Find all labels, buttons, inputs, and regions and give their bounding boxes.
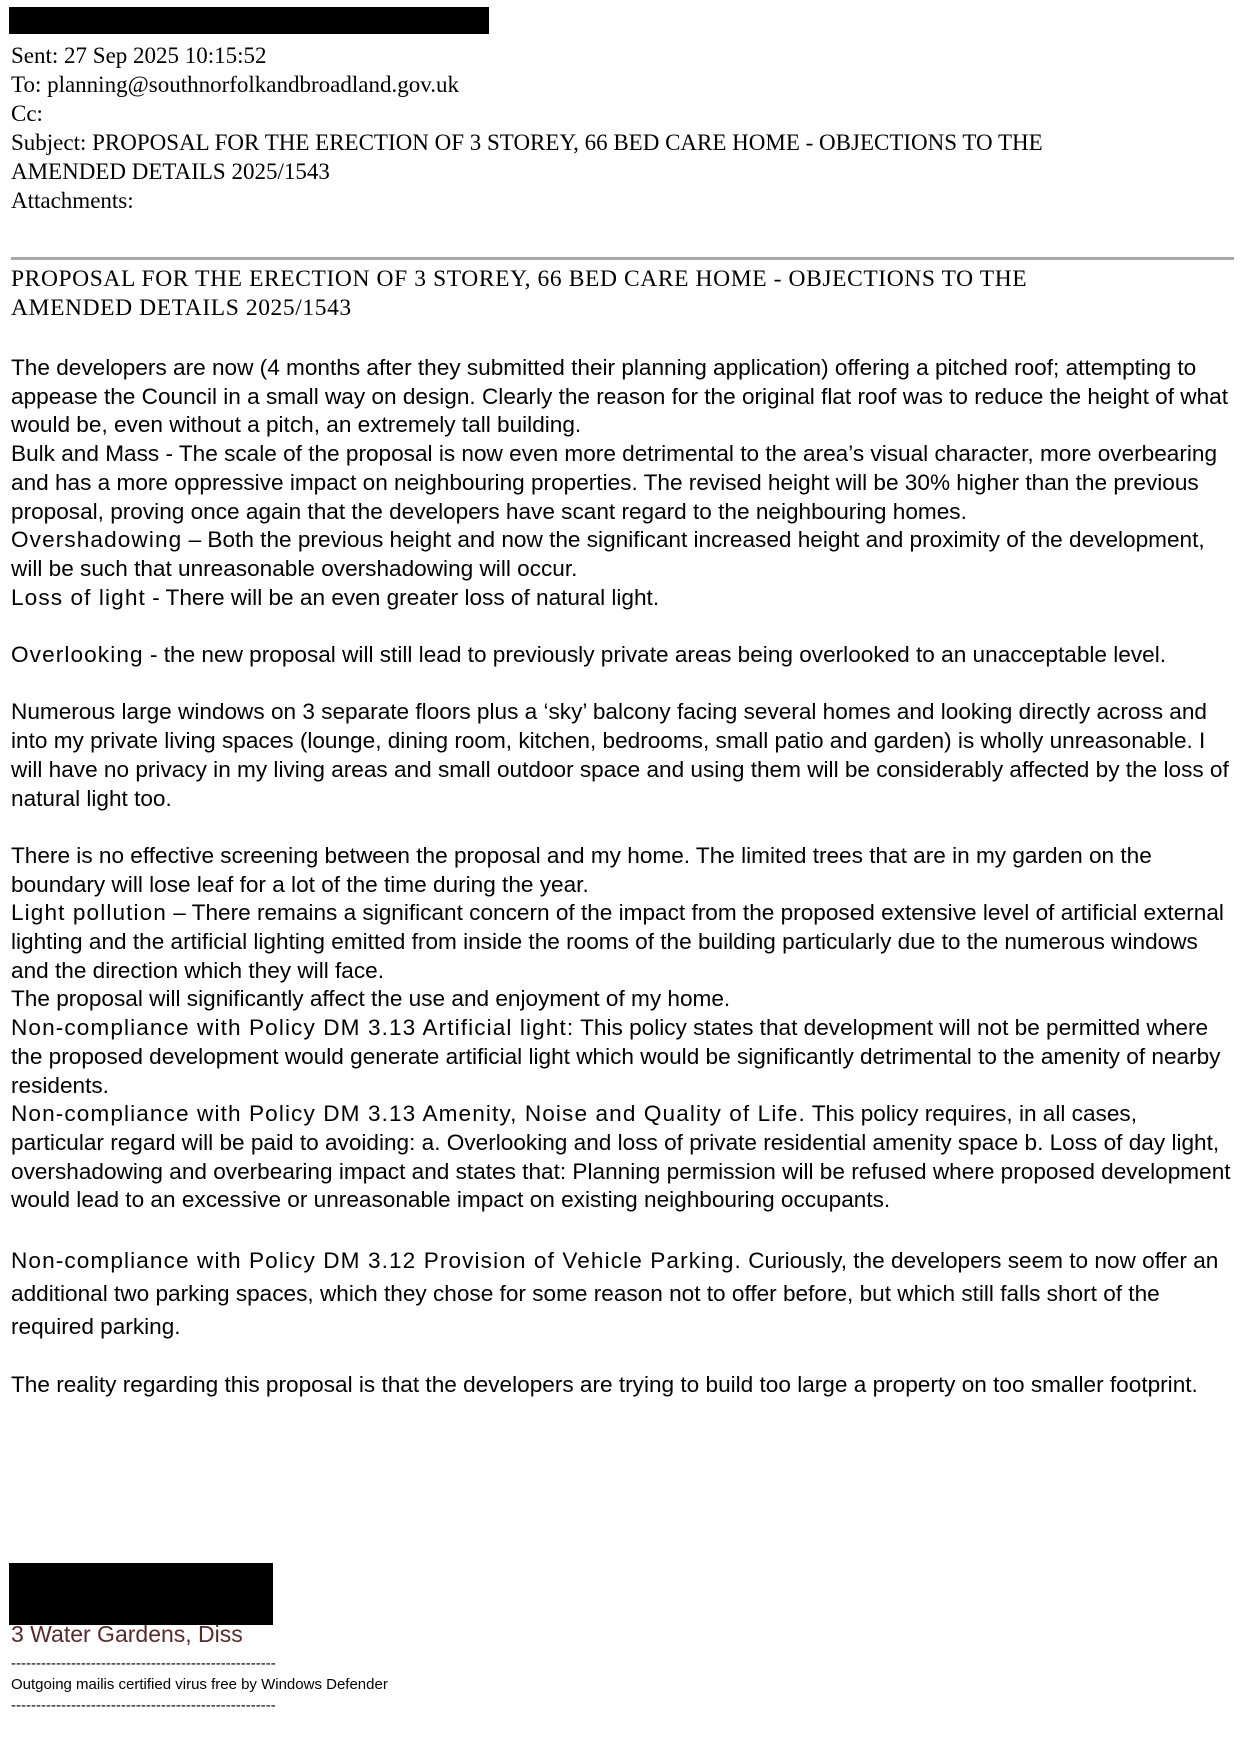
attachments-line: Attachments: (11, 188, 134, 213)
paragraph-overshadowing (11, 526, 1233, 583)
email-title-line-2: AMENDED DETAILS 2025/1543 (11, 295, 352, 321)
subject-line-1: Subject: PROPOSAL FOR THE ERECTION OF 3 STOREY, 66 BED CARE HOME - OBJECTIONS TO THE (11, 130, 1043, 155)
redacted-sender (9, 7, 489, 34)
paragraph-reality: The reality regarding this proposal is that the developers are trying to build too large a property on too smaller footprint. (11, 1372, 1198, 1398)
email-title (11, 265, 1191, 323)
light-pollution-text: – There remains a significant concern of the impact from the proposed extensive level of artificial external lighting and the artificial lighting emitted from inside the rooms of the building particularly due to the numerous windows and the direction which they will face. (11, 900, 1224, 983)
spacer (11, 612, 1233, 641)
spacer (11, 1215, 1233, 1244)
paragraph-overlooking (11, 641, 1233, 670)
footer-divider-bottom: ----------------------------------------------------- (11, 1697, 276, 1714)
signature-address: 3 Water Gardens, Diss (11, 1621, 243, 1647)
email-header (11, 41, 1211, 215)
paragraph-pitched-roof: The developers are now (4 months after they submitted their planning application) offering a pitched roof; attempting to appease the Council in a small way on design. Clearly the reason for the original flat roof was to reduce the height of what would be, even without a pitch, an extremely tall building. (11, 355, 1228, 438)
paragraph-loss-of-light (11, 584, 1233, 613)
policy-amenity-text: This policy requires, in all cases, particular regard will be paid to avoiding: a. Overlooking and loss of private residential amenity space b. Loss of day light, overshadowing and overbearing impact and states that: Planning permission will be refused where proposed development would lead to an excessive or unreasonable impact on existing neighbouring occupants. (11, 1101, 1231, 1213)
loss-of-light-text: - There will be an even greater loss of natural light. (145, 584, 660, 610)
policy-artificial-light-text: This policy states that development will not be permitted where the proposed development would generate artificial light which would be significantly detrimental to the amenity of nearby residents. (11, 1015, 1221, 1098)
footer-divider-top: ----------------------------------------------------- (11, 1655, 276, 1672)
paragraph-policy-parking (11, 1244, 1233, 1343)
to-line: To: planning@southnorfolkandbroadland.gov.uk (11, 72, 459, 97)
footer-virus-notice: Outgoing mailis certified virus free by Windows Defender (11, 1676, 388, 1693)
policy-parking-text: Curiously, the developers seem to now offer an additional two parking spaces, which they chose for some reason not to offer before, but which still falls short of the required parking. (11, 1247, 1219, 1339)
subject-line-2: AMENDED DETAILS 2025/1543 (11, 159, 330, 184)
policy-parking-label: Non-compliance with Policy DM 3.12 Provision of Vehicle Parking. (11, 1247, 742, 1273)
paragraph-policy-artificial-light (11, 1014, 1233, 1100)
overshadowing-text: – Both the previous height and now the significant increased height and proximity of the development, will be such that unreasonable overshadowing will occur. (11, 527, 1205, 581)
email-title-line-1: PROPOSAL FOR THE ERECTION OF 3 STOREY, 66 BED CARE HOME - OBJECTIONS TO THE (11, 266, 1028, 292)
redacted-signature-name (9, 1563, 273, 1625)
spacer (11, 1343, 1233, 1372)
policy-amenity-label: Non-compliance with Policy DM 3.13 Amenity, Noise and Quality of Life. (11, 1101, 806, 1127)
paragraph-use-enjoyment: The proposal will significantly affect the use and enjoyment of my home. (11, 986, 731, 1012)
spacer (11, 670, 1233, 699)
header-divider (11, 257, 1234, 260)
light-pollution-label: Light pollution (11, 900, 167, 926)
overlooking-label: Overlooking (11, 642, 144, 668)
overshadowing-label: Overshadowing (11, 527, 183, 553)
paragraph-bulk-mass: Bulk and Mass - The scale of the proposal is now even more detrimental to the area’s visual character, more overbearing and has a more oppressive impact on neighbouring properties. The revised height will be 30% higher than the previous proposal, proving once again that the developers have scant regard to the neighbouring homes. (11, 441, 1218, 524)
cc-line: Cc: (11, 101, 43, 126)
paragraph-light-pollution (11, 899, 1233, 985)
overlooking-text: - the new proposal will still lead to previously private areas being overlooked to an unacceptable level. (143, 642, 1166, 668)
paragraph-windows: Numerous large windows on 3 separate floors plus a ‘sky’ balcony facing several homes and looking directly across and into my private living spaces (lounge, dining room, kitchen, bedrooms, small patio and garden) is wholly unreasonable. I will have no privacy in my living areas and small outdoor space and using them will be considerably affected by the loss of natural light too. (11, 699, 1229, 811)
policy-artificial-light-label: Non-compliance with Policy DM 3.13 Artificial light: (11, 1015, 575, 1041)
loss-of-light-label: Loss of light (11, 584, 146, 610)
paragraph-policy-amenity (11, 1100, 1233, 1215)
email-body (11, 354, 1233, 1400)
sent-line: Sent: 27 Sep 2025 10:15:52 (11, 43, 267, 68)
paragraph-screening: There is no effective screening between the proposal and my home. The limited trees that are in my garden on the boundary will lose leaf for a lot of the time during the year. (11, 842, 1152, 897)
spacer (11, 813, 1233, 842)
